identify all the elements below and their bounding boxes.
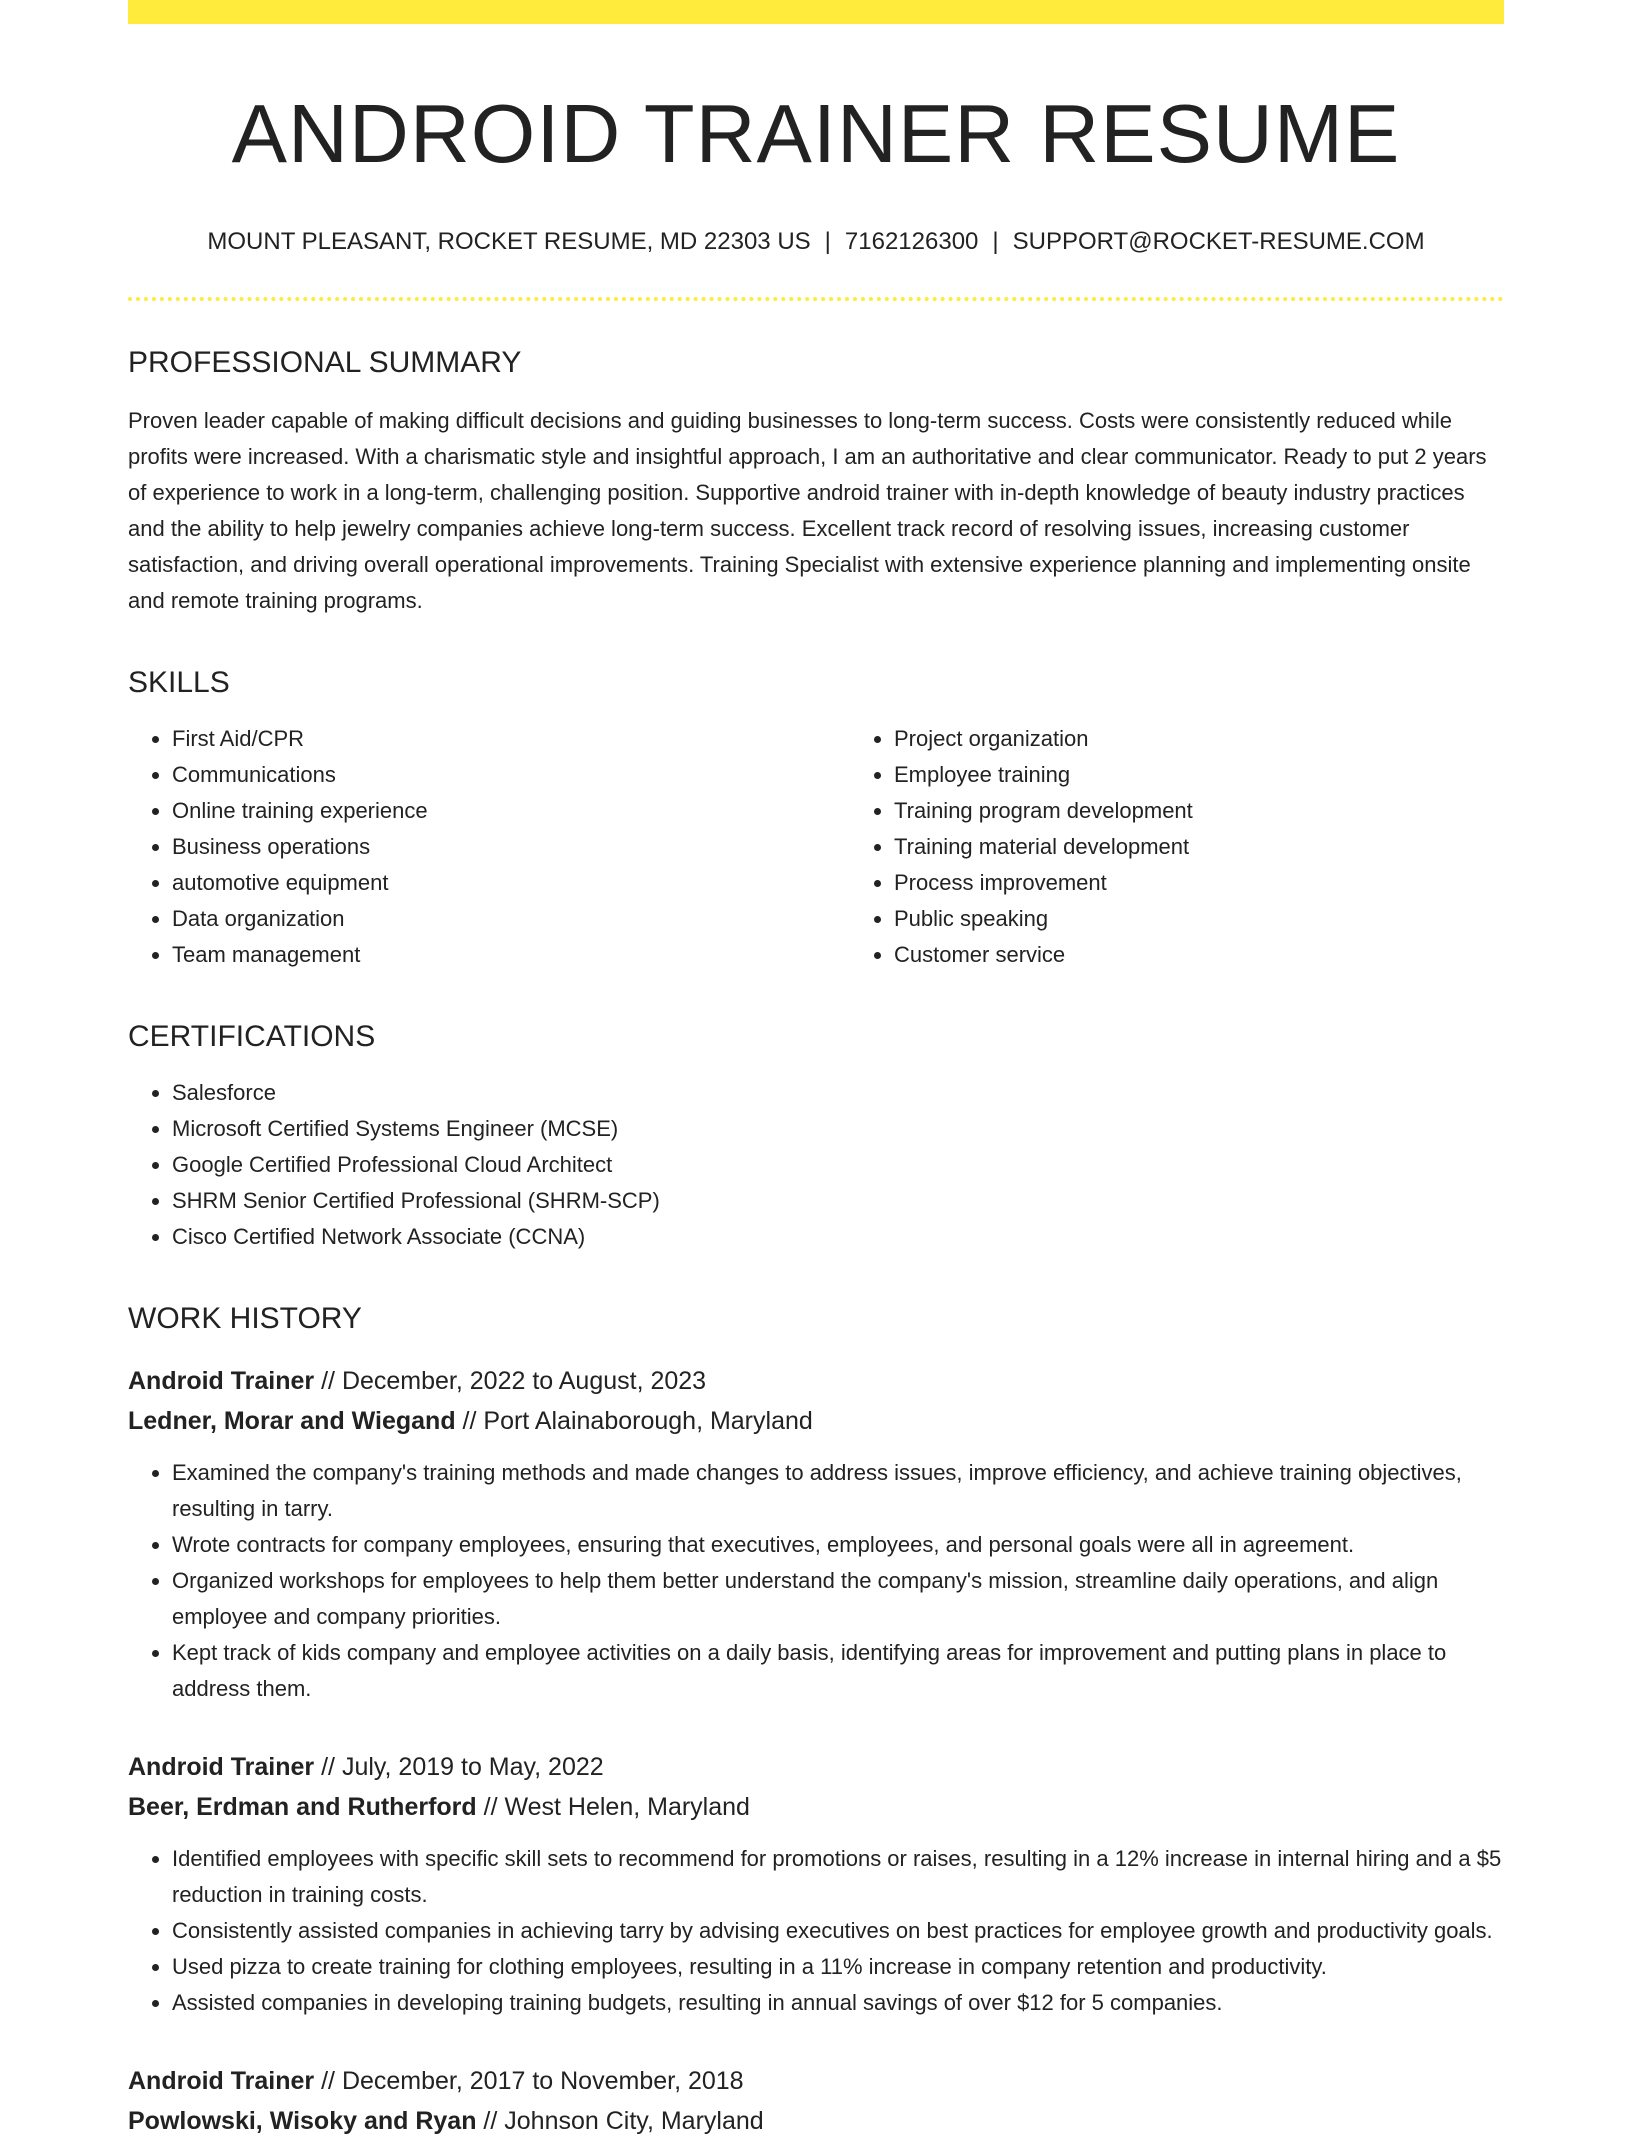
job-bullet: • Consistently assisted companies in achieving tarry by advising executives on best practices for employee growth and productivity goals.	[172, 1913, 1504, 1949]
skill-item: • automotive equipment	[172, 865, 850, 901]
job-dates: December, 2017 to November, 2018	[341, 2066, 744, 2095]
resume-page	[128, 0, 1504, 2141]
job-bullet: • Kept track of kids company and employee activities on a daily basis, identifying areas for improvement and putting plans in place to address them.	[172, 1635, 1504, 1707]
job-company: Ledner, Morar and Wiegand	[128, 1406, 456, 1435]
job-location: West Helen, Maryland	[504, 1792, 750, 1821]
certifications-heading: CERTIFICATIONS	[128, 1019, 376, 1053]
skills-list-left	[128, 721, 850, 973]
skill-item: • Communications	[172, 757, 850, 793]
skill-item: • Training material development	[894, 829, 1504, 865]
job-title: Android Trainer	[128, 1366, 315, 1395]
skills-list-right	[850, 721, 1504, 973]
certification-item: • Salesforce	[172, 1075, 1504, 1111]
job-title: Android Trainer	[128, 2066, 315, 2095]
job-separator: //	[314, 1366, 342, 1395]
skill-item: • Public speaking	[894, 901, 1504, 937]
job-separator: //	[476, 2106, 505, 2135]
job-separator: //	[455, 1406, 484, 1435]
job-bullet: • Examined the company's training methods and made changes to address issues, improve efficiency, and achieve training objectives, resulting in tarry.	[172, 1455, 1504, 1527]
skill-item: • First Aid/CPR	[172, 721, 850, 757]
job-company-line	[128, 2101, 1504, 2141]
job-title: Android Trainer	[128, 1752, 315, 1781]
skills-heading: SKILLS	[128, 665, 230, 699]
job-bullets	[128, 1841, 1504, 2021]
certification-item: • Cisco Certified Network Associate (CCNA)	[172, 1219, 1504, 1255]
job-title-line	[128, 1361, 1504, 1401]
summary-section	[128, 345, 1504, 619]
certification-item: • SHRM Senior Certified Professional (SHRM-SCP)	[172, 1183, 1504, 1219]
job-location: Port Alainaborough, Maryland	[483, 1406, 813, 1435]
skill-item: • Data organization	[172, 901, 850, 937]
job-company-line	[128, 1787, 1504, 1827]
job-separator: //	[476, 1792, 505, 1821]
job-separator: //	[314, 1752, 342, 1781]
job-entry	[128, 1361, 1504, 1707]
job-company: Beer, Erdman and Rutherford	[128, 1792, 477, 1821]
job-bullet: • Organized workshops for employees to help them better understand the company's mission, streamline daily operations, and align employee and company priorities.	[172, 1563, 1504, 1635]
job-title-line	[128, 1747, 1504, 1787]
skills-section	[128, 665, 1504, 973]
skills-grid	[128, 701, 1504, 973]
certifications-list	[128, 1075, 1504, 1255]
contact-separator: |	[824, 227, 831, 255]
job-entry	[128, 1747, 1504, 2021]
job-company: Powlowski, Wisoky and Ryan	[128, 2106, 477, 2135]
certification-item: • Microsoft Certified Systems Engineer (MCSE)	[172, 1111, 1504, 1147]
certifications-section	[128, 1019, 1504, 1255]
job-bullet: • Assisted companies in developing training budgets, resulting in annual savings of over $12 for 5 companies.	[172, 1985, 1504, 2021]
summary-text: Proven leader capable of making difficult decisions and guiding businesses to long-term success. Costs were consistently reduced while profits were increased. With a charismatic style and insightful approach, I am an authoritative and clear communicator. Ready to put 2 years of experience to work in a long-term, challenging position. Supportive android trainer with in-depth knowledge of beauty industry practices and the ability to help jewelry companies achieve long-term success. Excellent track record of resolving issues, increasing customer satisfaction, and driving overall operational improvements. Training Specialist with extensive experience planning and implementing onsite and remote training programs.	[128, 407, 1487, 613]
skill-item: • Training program development	[894, 793, 1504, 829]
job-bullet: • Wrote contracts for company employees, ensuring that executives, employees, and personal goals were all in agreement.	[172, 1527, 1504, 1563]
work-history-section	[128, 1301, 1504, 2141]
skill-item: • Online training experience	[172, 793, 850, 829]
skill-item: • Process improvement	[894, 865, 1504, 901]
contact-email: SUPPORT@ROCKET-RESUME.COM	[1012, 227, 1425, 255]
contact-phone: 7162126300	[844, 227, 979, 255]
job-bullet: • Identified employees with specific skill sets to recommend for promotions or raises, resulting in a 12% increase in internal hiring and a $5 reduction in training costs.	[172, 1841, 1504, 1913]
skill-item: • Customer service	[894, 937, 1504, 973]
job-company-line	[128, 1401, 1504, 1441]
jobs-container	[128, 1361, 1504, 2141]
dotted-divider	[128, 297, 1504, 301]
certification-item: • Google Certified Professional Cloud Architect	[172, 1147, 1504, 1183]
contact-address: MOUNT PLEASANT, ROCKET RESUME, MD 22303 US	[207, 227, 811, 255]
contact-line	[128, 226, 1504, 257]
contact-separator: |	[992, 227, 999, 255]
skill-item: • Project organization	[894, 721, 1504, 757]
job-dates: July, 2019 to May, 2022	[341, 1752, 604, 1781]
job-separator: //	[314, 2066, 342, 2095]
accent-top-bar	[128, 0, 1504, 24]
summary-heading: PROFESSIONAL SUMMARY	[128, 345, 522, 379]
resume-title: ANDROID TRAINER RESUME	[231, 87, 1401, 180]
skill-item: • Business operations	[172, 829, 850, 865]
job-title-line	[128, 2061, 1504, 2101]
skill-item: • Employee training	[894, 757, 1504, 793]
work-history-heading: WORK HISTORY	[128, 1301, 362, 1335]
job-dates: December, 2022 to August, 2023	[341, 1366, 707, 1395]
job-bullet: • Used pizza to create training for clothing employees, resulting in a 11% increase in company retention and productivity.	[172, 1949, 1504, 1985]
job-entry	[128, 2061, 1504, 2141]
job-location: Johnson City, Maryland	[504, 2106, 764, 2135]
skill-item: • Team management	[172, 937, 850, 973]
job-bullets	[128, 1455, 1504, 1707]
